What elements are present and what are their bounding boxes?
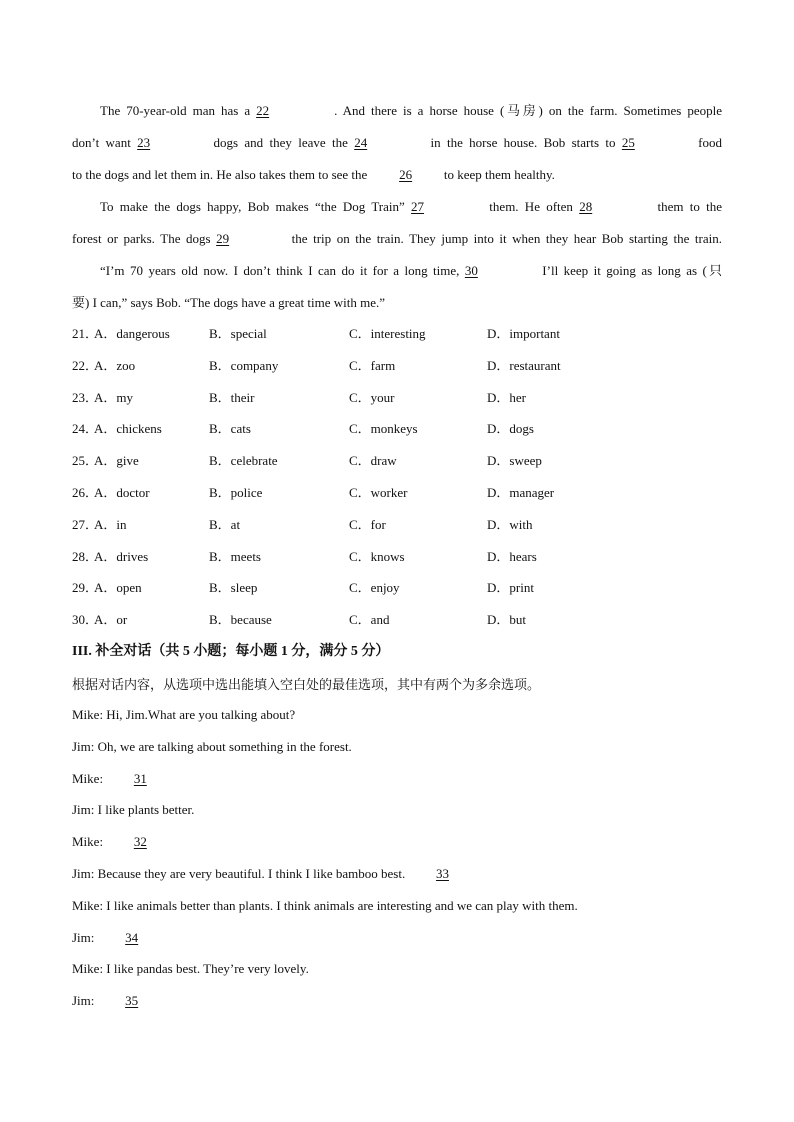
blank-22: 22	[256, 103, 270, 118]
option-b[interactable]: B．special	[209, 326, 267, 341]
dialogue-text: Jim: I like plants better.	[72, 802, 195, 818]
dialogue-line	[72, 706, 722, 724]
dialogue-blank[interactable]: 34	[125, 929, 139, 945]
option-c[interactable]: C．farm	[349, 357, 396, 373]
option-b[interactable]: B．because	[209, 612, 272, 628]
dialogue-text: Jim: Because they are very beautiful. I think I like bamboo best.	[72, 866, 409, 881]
option-d[interactable]: D．but	[487, 612, 527, 628]
dialogue-blank[interactable]: 33	[435, 866, 449, 881]
passage-line-2: don’t want 23 dogs and they leave the 24 in the horse house. Bob starts to 25 food	[72, 135, 722, 150]
passage-line-4: To make the dogs happy, Bob makes “the Dog Train” 27 them. He often 28 them to the	[100, 199, 722, 214]
option-d[interactable]: D．dogs	[487, 421, 534, 437]
option-d[interactable]: D．restaurant	[487, 357, 561, 373]
option-a[interactable]: A．in	[94, 516, 127, 532]
option-b[interactable]: B．celebrate	[209, 453, 278, 469]
option-c[interactable]: C．and	[349, 612, 390, 628]
option-a[interactable]: A．open	[94, 580, 142, 596]
dialogue-text: Mike: I like animals better than plants. I think animals are interesting and we can play with them.	[72, 897, 578, 913]
dialogue-text: Mike: I like pandas best. They’re very lovely.	[72, 961, 309, 977]
option-b[interactable]: B．police	[209, 485, 263, 500]
option-b[interactable]: B．company	[209, 357, 279, 373]
question-number: 26．	[72, 485, 99, 500]
passage-line-5: forest or parks. The dogs 29 the trip on the train. They jump into it when they hear Bob starting the train.	[72, 231, 722, 246]
question-row	[72, 325, 722, 343]
question-row	[72, 452, 722, 470]
blank-27: 27	[411, 199, 425, 214]
option-d[interactable]: D．important	[487, 326, 560, 341]
dialogue-blank[interactable]: 31	[133, 770, 147, 786]
dialogue-text: Mike:	[72, 834, 107, 850]
option-b[interactable]: B．at	[209, 516, 241, 532]
option-a[interactable]: A．or	[94, 612, 128, 628]
option-d[interactable]: D．sweep	[487, 453, 542, 469]
option-d[interactable]: D．hears	[487, 548, 537, 564]
option-c[interactable]: C．monkeys	[349, 421, 418, 437]
option-a[interactable]: A．give	[94, 453, 139, 469]
dialogue-text: Mike: Hi, Jim.What are you talking about?	[72, 707, 296, 722]
dialogue-line	[72, 960, 722, 978]
blank-29: 29	[216, 231, 230, 246]
option-c[interactable]: C．your	[349, 389, 395, 405]
passage-line-1: The 70-year-old man has a 22 . And there is a horse house (马房) on the farm. Sometimes people	[100, 103, 722, 118]
dialogue-line	[72, 770, 722, 788]
blank-25: 25	[621, 135, 635, 150]
question-number: 24．	[72, 421, 99, 437]
option-c[interactable]: C．interesting	[349, 326, 426, 341]
dialogue-line	[72, 929, 722, 947]
dialogue-line	[72, 801, 722, 819]
section-instruction: 根据对话内容，从选项中选出能填入空白处的最佳选项，其中有两个为多余选项。	[72, 677, 541, 692]
blank-24: 24	[354, 135, 368, 150]
dialogue-blank[interactable]: 32	[133, 834, 147, 850]
question-row	[72, 516, 722, 534]
dialogue-text: Jim:	[72, 993, 98, 1009]
option-c[interactable]: C．draw	[349, 453, 397, 469]
option-d[interactable]: D．manager	[487, 485, 555, 500]
blank-28: 28	[579, 199, 593, 214]
question-number: 23．	[72, 389, 99, 405]
option-a[interactable]: A．dangerous	[94, 326, 170, 341]
dialogue-line	[72, 738, 722, 756]
option-a[interactable]: A．zoo	[94, 357, 136, 373]
dialogue-text: Mike:	[72, 770, 107, 786]
question-row	[72, 357, 722, 375]
question-row	[72, 420, 722, 438]
passage-line-3: to the dogs and let them in. He also takes them to see the 26 to keep them healthy.	[72, 167, 555, 182]
question-number: 30．	[72, 612, 99, 628]
question-row	[72, 579, 722, 597]
option-c[interactable]: C．knows	[349, 548, 405, 564]
dialogue-text: Jim: Oh, we are talking about something in the forest.	[72, 738, 352, 754]
section-heading: III. 补全对话（共 5 小题；每小题 1 分，满分 5 分）	[72, 644, 390, 659]
dialogue-line	[72, 833, 722, 851]
question-number: 21．	[72, 326, 99, 341]
option-a[interactable]: A．drives	[94, 548, 149, 564]
question-number: 27．	[72, 516, 99, 532]
question-row	[72, 611, 722, 629]
question-number: 22．	[72, 357, 99, 373]
option-a[interactable]: A．my	[94, 389, 134, 405]
blank-30: 30	[464, 263, 478, 278]
question-row	[72, 484, 722, 502]
blank-23: 23	[137, 135, 151, 150]
option-c[interactable]: C．worker	[349, 485, 408, 500]
question-number: 29．	[72, 580, 99, 596]
option-b[interactable]: B．meets	[209, 548, 261, 564]
dialogue-line	[72, 897, 722, 915]
dialogue-text: Jim:	[72, 929, 98, 945]
dialogue-line	[72, 992, 722, 1010]
option-c[interactable]: C．enjoy	[349, 580, 400, 596]
option-a[interactable]: A．doctor	[94, 485, 150, 500]
option-a[interactable]: A．chickens	[94, 421, 162, 437]
dialogue-line	[72, 865, 722, 883]
option-c[interactable]: C．for	[349, 516, 386, 532]
question-number: 28．	[72, 548, 99, 564]
option-d[interactable]: D．print	[487, 580, 534, 596]
option-b[interactable]: B．cats	[209, 421, 251, 437]
question-row	[72, 389, 722, 407]
option-d[interactable]: D．her	[487, 389, 526, 405]
passage-line-7: 要) I can,” says Bob. “The dogs have a great time with me.”	[72, 295, 385, 310]
question-number: 25．	[72, 453, 99, 469]
option-b[interactable]: B．their	[209, 389, 255, 405]
question-row	[72, 548, 722, 566]
dialogue-blank[interactable]: 35	[125, 993, 139, 1009]
option-b[interactable]: B．sleep	[209, 580, 258, 596]
blank-26: 26	[399, 167, 413, 182]
passage-line-6: “I’m 70 years old now. I don’t think I can do it for a long time, 30 I’ll keep it going as long as (只	[100, 263, 723, 278]
option-d[interactable]: D．with	[487, 516, 533, 532]
